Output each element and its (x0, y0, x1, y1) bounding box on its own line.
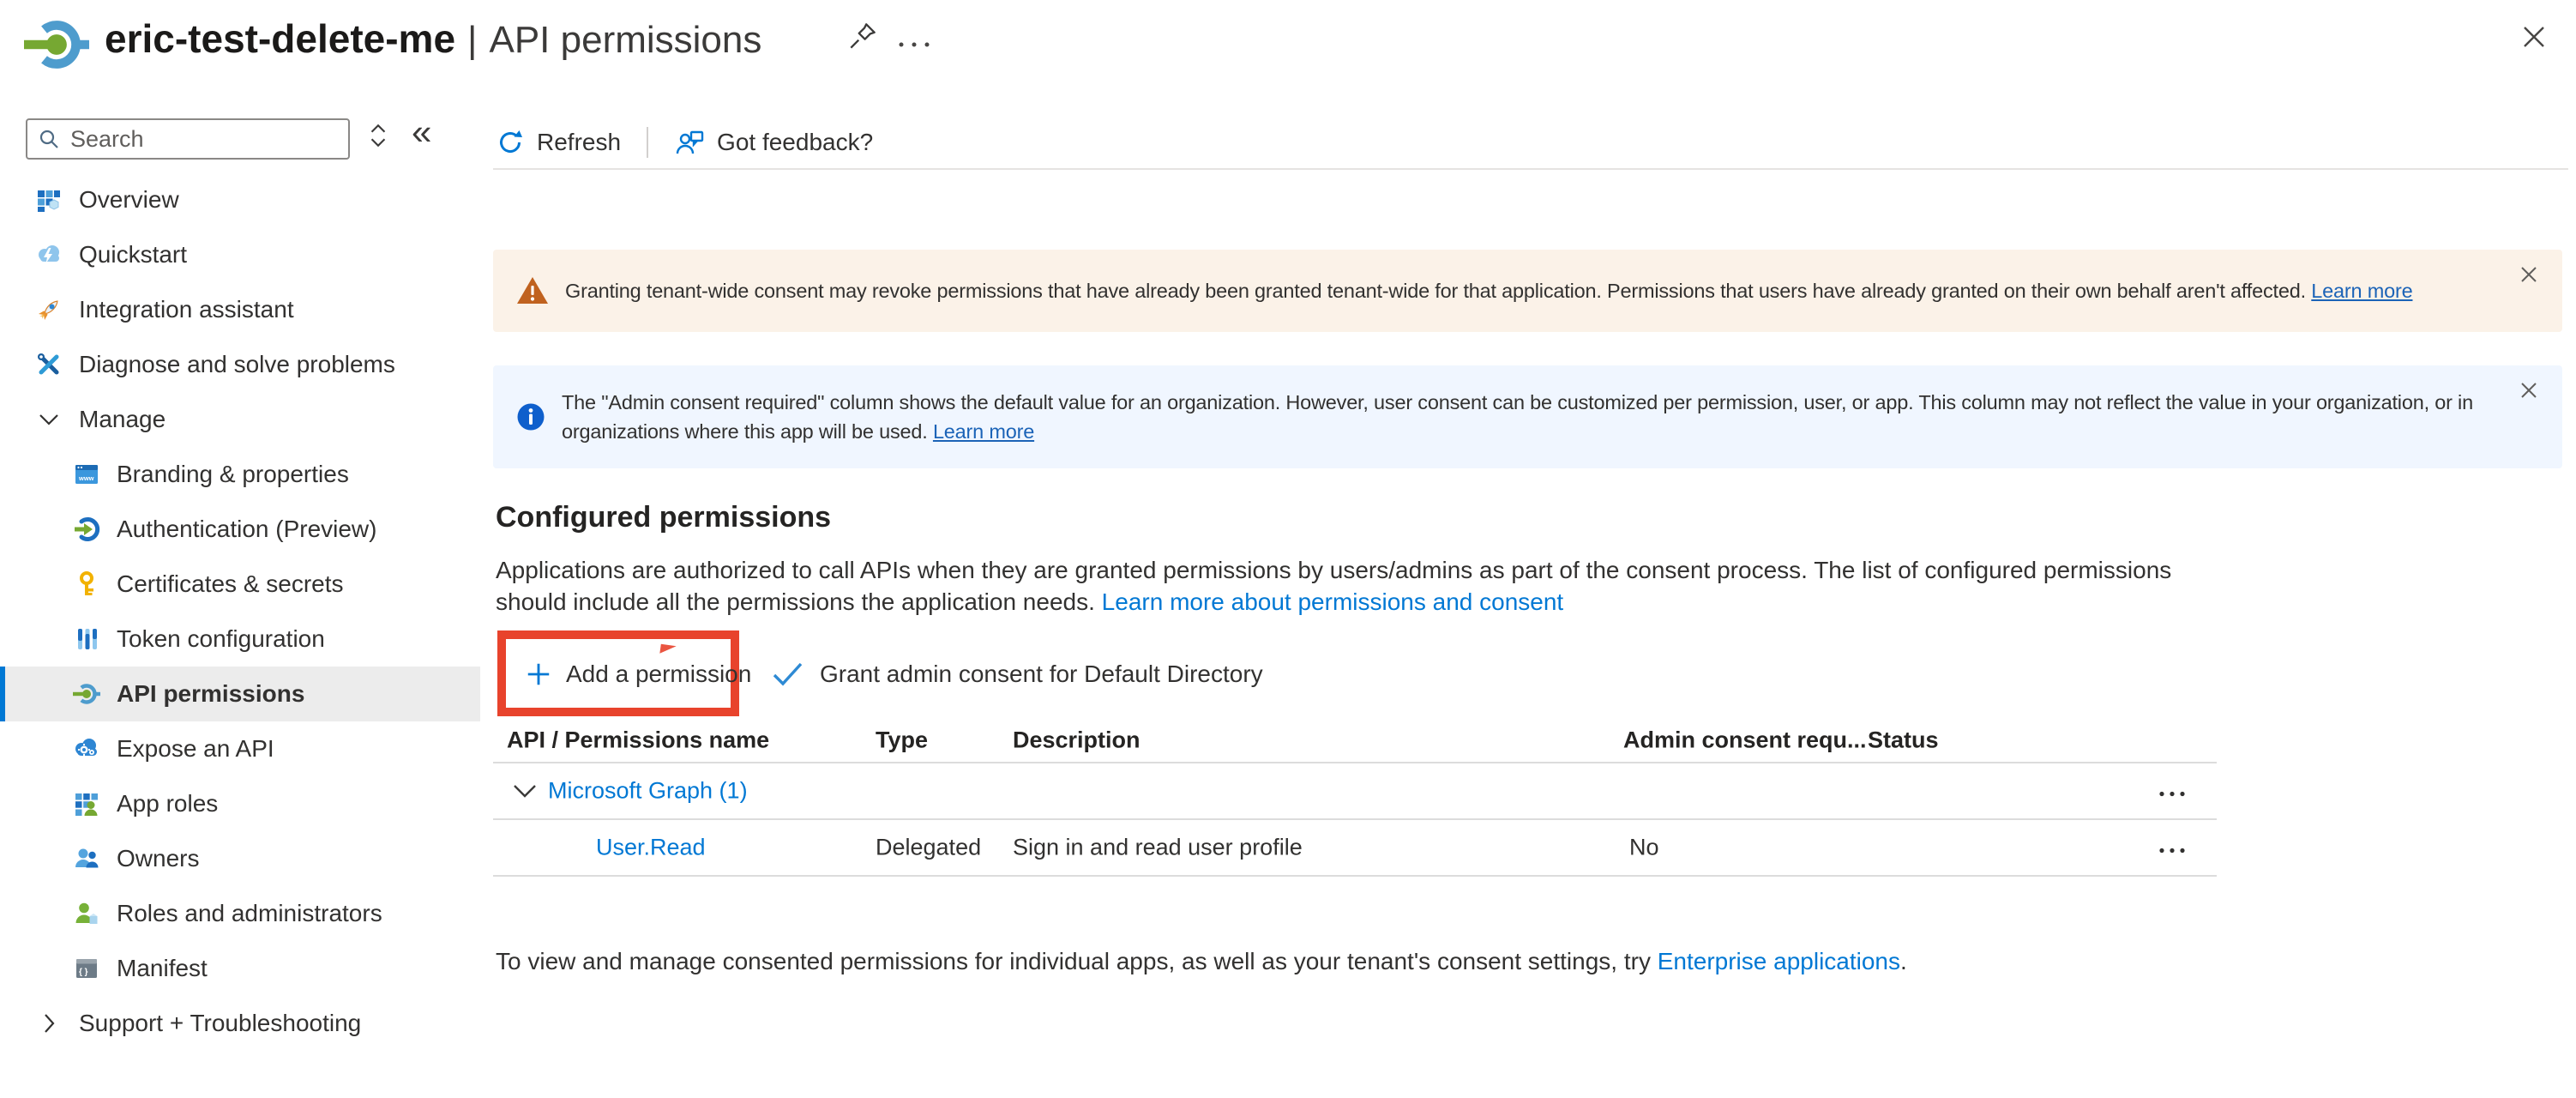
warning-learn-more-link[interactable]: Learn more (2311, 280, 2413, 302)
permission-name-link[interactable]: User.Read (596, 834, 706, 860)
expose-api-icon (72, 734, 101, 763)
app-registration-icon (24, 12, 89, 81)
sidebar-item-authentication[interactable]: Authentication (Preview) (0, 502, 480, 557)
api-permissions-icon (72, 679, 101, 709)
command-bar (496, 120, 873, 165)
command-bar-divider (493, 168, 2568, 170)
search-input[interactable] (69, 125, 338, 154)
warning-close-icon[interactable] (2518, 263, 2540, 291)
title-separator: | (467, 19, 478, 61)
info-learn-more-link[interactable]: Learn more (932, 420, 1035, 443)
pin-icon[interactable] (846, 19, 880, 57)
sidebar-item-api-permissions[interactable]: API permissions (0, 667, 480, 721)
sidebar-item-expose-an-api[interactable]: Expose an API (0, 721, 480, 776)
certificates-icon (72, 570, 101, 599)
blade-name: API permissions (489, 19, 762, 61)
owners-icon (72, 844, 101, 873)
table-header-row (493, 719, 2217, 763)
permissions-table (493, 719, 2217, 877)
sidebar-item-manifest[interactable]: { } Manifest (0, 941, 480, 996)
expand-collapse-icon[interactable] (367, 122, 389, 154)
app-roles-icon (72, 789, 101, 818)
collapse-sidebar-icon[interactable]: « (412, 112, 432, 152)
diagnose-icon (34, 350, 63, 379)
quickstart-icon (34, 240, 63, 269)
sidebar-item-token-configuration[interactable]: Token configuration (0, 612, 480, 667)
svg-text:www: www (79, 474, 94, 482)
roles-administrators-icon (72, 899, 101, 928)
section-description: Applications are authorized to call APIs when they are granted permissions by users/admins as part of the consent process. The list of configured permissions should include all the permissions the application needs. Learn more about permissions and consent (496, 557, 2172, 615)
group-expand-chevron-icon[interactable] (512, 782, 538, 799)
authentication-icon (72, 515, 101, 544)
svg-text:{ }: { } (79, 968, 88, 977)
column-header-status: Status (1868, 727, 1939, 753)
sidebar-item-roles-administrators[interactable]: Roles and administrators (0, 886, 480, 941)
sidebar-item-overview[interactable]: Overview (0, 172, 480, 227)
row-more-options-icon[interactable] (2157, 835, 2188, 861)
integration-assistant-icon (34, 295, 63, 324)
info-banner (493, 365, 2562, 468)
chevron-down-icon (34, 405, 63, 434)
search-icon (38, 128, 60, 150)
section-title: Configured permissions (496, 501, 832, 534)
sidebar-item-branding-properties[interactable]: www Branding & properties (0, 447, 480, 502)
column-header-name: API / Permissions name (507, 727, 770, 753)
api-group-link[interactable]: Microsoft Graph (1) (548, 777, 748, 804)
sidebar-item-diagnose[interactable]: Diagnose and solve problems (0, 337, 480, 392)
app-name: eric-test-delete-me (105, 16, 456, 61)
sidebar-item-integration-assistant[interactable]: Integration assistant (0, 282, 480, 337)
close-icon[interactable] (2518, 21, 2550, 57)
permission-admin-consent: No (1629, 834, 1659, 860)
info-close-icon[interactable] (2518, 379, 2540, 407)
toolbar-divider (647, 127, 648, 158)
sidebar-group-support-troubleshooting[interactable]: Support + Troubleshooting (0, 996, 480, 1051)
manifest-icon (72, 954, 101, 983)
sidebar-item-app-roles[interactable]: App roles (0, 776, 480, 831)
feedback-icon (674, 127, 705, 158)
sidebar-search[interactable] (26, 118, 350, 160)
warning-banner (493, 250, 2562, 332)
sidebar-nav (0, 172, 480, 1051)
sidebar-item-owners[interactable]: Owners (0, 831, 480, 886)
overview-icon (34, 185, 63, 214)
row-more-options-icon[interactable] (2157, 778, 2188, 805)
info-text: The "Admin consent required" column shows the default value for an organization. However, user consent can be customized per permission, user, or app. This column may not reflect the value in your organization, or in organizations where this app will be used. Learn more (562, 391, 2473, 443)
grant-admin-consent-button[interactable]: Grant admin consent for Default Directory (772, 652, 1263, 697)
table-row-permission (493, 820, 2217, 877)
enterprise-applications-link[interactable]: Enterprise applications (1657, 948, 1901, 974)
got-feedback-button[interactable]: Got feedback? (674, 127, 873, 158)
page-title (105, 15, 761, 62)
column-header-admin-consent: Admin consent requ... (1623, 727, 1867, 753)
permissions-consent-link[interactable]: Learn more about permissions and consent (1101, 588, 1564, 615)
table-row-api-group (493, 763, 2217, 820)
permission-type: Delegated (876, 834, 982, 860)
sidebar-item-quickstart[interactable]: Quickstart (0, 227, 480, 282)
refresh-icon (496, 128, 525, 157)
sidebar-item-certificates-secrets[interactable]: Certificates & secrets (0, 557, 480, 612)
more-options-icon[interactable] (895, 38, 933, 53)
chevron-right-icon (34, 1009, 63, 1038)
column-header-description: Description (1013, 727, 1141, 753)
column-header-type: Type (876, 727, 929, 753)
sidebar-group-manage[interactable]: Manage (0, 392, 480, 447)
branding-icon (72, 460, 101, 489)
check-icon (772, 661, 804, 687)
add-permission-button[interactable]: Add a permission (525, 652, 751, 697)
refresh-button[interactable]: Refresh (496, 128, 621, 157)
warning-text: Granting tenant-wide consent may revoke permissions that have already been granted tenant-wide for that application. Permissions that users have already granted on their own behalf aren't affected. Learn more (565, 280, 2413, 302)
footer-note: To view and manage consented permissions for individual apps, as well as your tenant's consent settings, try Enterprise applications. (496, 948, 1907, 974)
info-icon (515, 401, 546, 432)
permission-description: Sign in and read user profile (1013, 834, 1303, 860)
token-configuration-icon (72, 624, 101, 654)
warning-icon (515, 275, 550, 306)
plus-icon (525, 661, 552, 688)
